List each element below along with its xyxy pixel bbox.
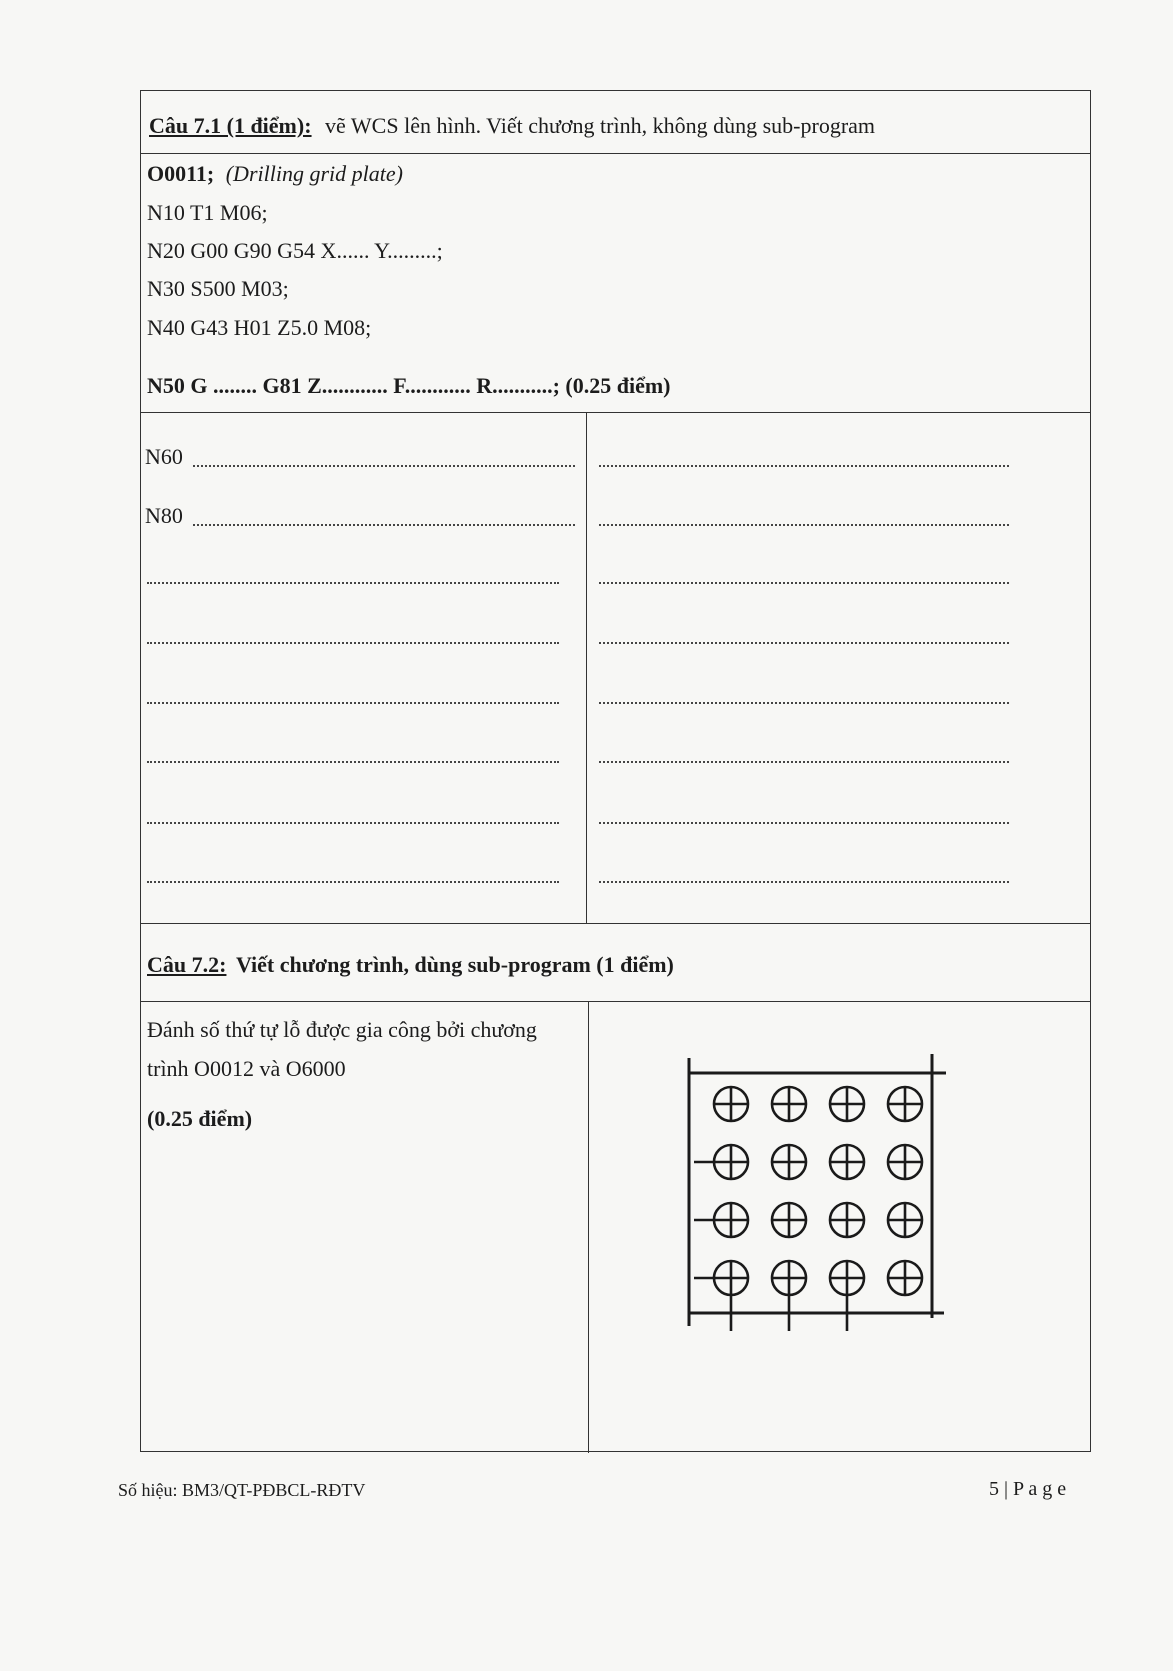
answer-line[interactable] [599,582,1009,584]
circle-crosshair-icon [772,1087,806,1121]
answer-line[interactable] [599,822,1009,824]
divider [141,412,1090,413]
circle-crosshair-icon [888,1203,922,1237]
exam-table [140,90,1091,1452]
grid-plate-figure [661,1046,961,1346]
q72-title: Viết chương trình, dùng sub-program (1 điểm) [235,952,674,977]
q71-header [149,115,875,137]
q72-label: Câu 7.2: [147,952,227,977]
q72-header [147,954,674,976]
answer-line[interactable] [147,822,559,824]
circle-crosshair-icon [772,1145,806,1179]
circle-crosshair-icon [888,1145,922,1179]
program-number: O0011; [147,161,215,186]
program-line: N10 T1 M06; [147,200,268,225]
circle-crosshair-icon [830,1261,864,1331]
circle-crosshair-icon [830,1087,864,1121]
circle-crosshair-icon [694,1203,748,1237]
q71-label: Câu 7.1 (1 điểm): [149,113,312,138]
circle-crosshair-icon [888,1087,922,1121]
answer-line[interactable] [599,702,1009,704]
circle-crosshair-icon [694,1145,748,1179]
answer-line[interactable] [599,642,1009,644]
circle-crosshair-icon [830,1145,864,1179]
program-line: N40 G43 H01 Z5.0 M08; [147,315,372,340]
q71-instruction: vẽ WCS lên hình. Viết chương trình, không dùng sub-program [325,113,876,138]
circle-crosshair-icon [888,1261,922,1295]
circle-crosshair-icon [714,1087,748,1121]
row-label-n60: N60 [145,444,183,469]
divider [141,923,1090,924]
answer-line[interactable] [147,642,559,644]
circle-crosshair-icon [772,1261,806,1331]
answer-line[interactable] [599,761,1009,763]
program-line: N20 G00 G90 G54 X...... Y.........; [147,238,443,263]
program-line: N30 S500 M03; [147,276,289,301]
answer-line[interactable] [599,524,1009,526]
q72-desc: trình O0012 và O6000 [147,1056,346,1081]
circle-crosshair-icon [694,1261,748,1331]
program-comment: (Drilling grid plate) [225,161,403,186]
page-number: 5 | P a g e [989,1478,1067,1500]
document-code: Số hiệu: BM3/QT-PĐBCL-RĐTV [118,1480,366,1500]
answer-line[interactable] [147,881,559,883]
divider [141,1001,1090,1002]
column-divider [586,412,587,923]
answer-line[interactable] [193,524,575,526]
column-divider [588,1001,589,1453]
program-header [147,163,403,185]
circle-crosshair-icon [830,1203,864,1237]
answer-line[interactable] [147,761,559,763]
circle-crosshair-icon [772,1203,806,1237]
answer-line[interactable] [147,582,559,584]
program-line-n50: N50 G ........ G81 Z............ F............ R...........; (0.25 điểm) [147,373,671,398]
q72-desc: Đánh số thứ tự lỗ được gia công bởi chương [147,1017,537,1042]
q72-points: (0.25 điểm) [147,1106,253,1131]
answer-line[interactable] [147,702,559,704]
answer-line[interactable] [193,465,575,467]
answer-line[interactable] [599,465,1009,467]
row-label-n80: N80 [145,503,183,528]
divider [141,153,1090,154]
answer-line[interactable] [599,881,1009,883]
